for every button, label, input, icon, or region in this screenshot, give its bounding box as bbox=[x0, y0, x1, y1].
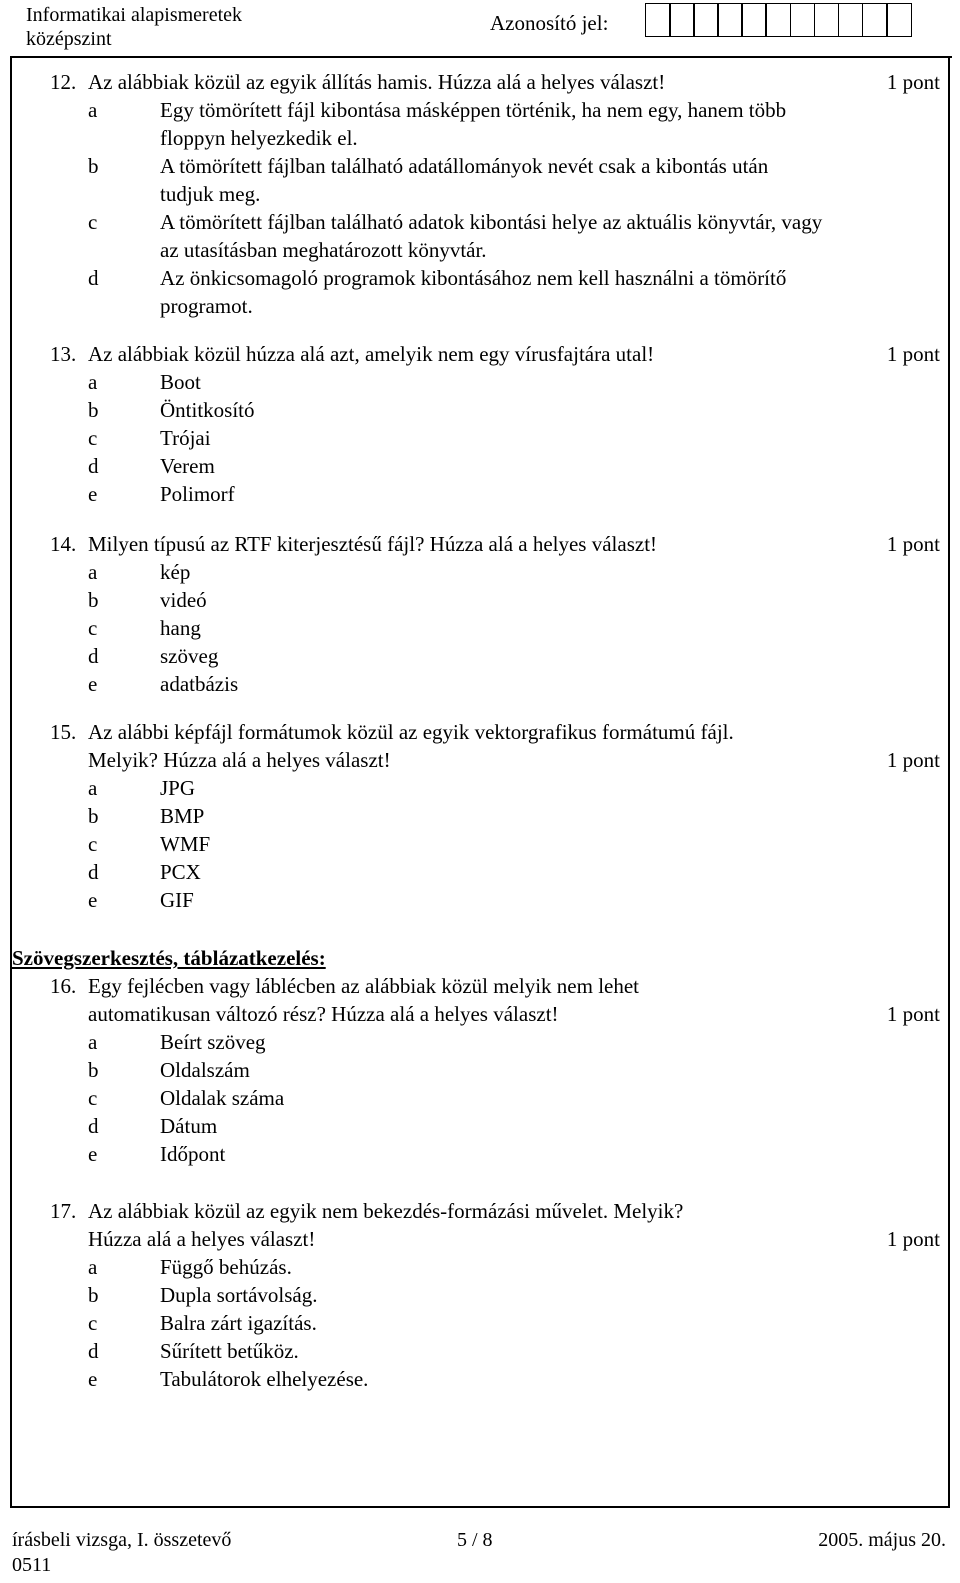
section-title: Szövegszerkesztés, táblázatkezelés: bbox=[12, 946, 326, 970]
id-box[interactable] bbox=[814, 3, 840, 37]
option-text: az utasításban meghatározott könyvtár. bbox=[160, 238, 487, 262]
points: 1 pont bbox=[886, 532, 940, 556]
option-letter: d bbox=[88, 266, 99, 290]
option-letter: a bbox=[88, 370, 98, 394]
id-label: Azonosító jel: bbox=[490, 11, 609, 35]
option-text: Függő behúzás. bbox=[160, 1255, 292, 1279]
option-text: tudjuk meg. bbox=[160, 182, 261, 206]
id-box[interactable] bbox=[741, 3, 767, 37]
footer-code: 0511 bbox=[12, 1554, 52, 1576]
option-text: A tömörített fájlban található adatok kibontási helye az aktuális könyvtár, vagy bbox=[160, 210, 823, 234]
option-text: hang bbox=[160, 616, 201, 640]
option-letter: c bbox=[88, 210, 98, 234]
option-text: Trójai bbox=[160, 426, 211, 450]
option-letter: a bbox=[88, 776, 98, 800]
option-letter: a bbox=[88, 1255, 98, 1279]
id-box[interactable] bbox=[717, 3, 743, 37]
option-text: Egy tömörített fájl kibontása másképpen történik, ha nem egy, hanem több bbox=[160, 98, 787, 122]
question-text: Melyik? Húzza alá a helyes választ! bbox=[88, 748, 391, 772]
option-text: Oldalak száma bbox=[160, 1086, 285, 1110]
id-box[interactable] bbox=[838, 3, 864, 37]
option-letter: a bbox=[88, 560, 98, 584]
option-text: Boot bbox=[160, 370, 201, 394]
option-letter: c bbox=[88, 1311, 98, 1335]
question-number: 17. bbox=[50, 1199, 77, 1223]
option-letter: c bbox=[88, 616, 98, 640]
question-number: 14. bbox=[50, 532, 77, 556]
option-letter: d bbox=[88, 1114, 99, 1138]
id-box[interactable] bbox=[693, 3, 719, 37]
option-text: programot. bbox=[160, 294, 253, 318]
option-letter: d bbox=[88, 644, 99, 668]
id-box[interactable] bbox=[669, 3, 695, 37]
option-text: videó bbox=[160, 588, 207, 612]
option-text: JPG bbox=[160, 776, 196, 800]
id-box[interactable] bbox=[790, 3, 816, 37]
id-box[interactable] bbox=[645, 3, 671, 37]
id-boxes bbox=[645, 3, 910, 37]
option-letter: e bbox=[88, 672, 98, 696]
points: 1 pont bbox=[886, 70, 940, 94]
option-letter: b bbox=[88, 588, 99, 612]
question-number: 15. bbox=[50, 720, 77, 744]
option-text: Verem bbox=[160, 454, 215, 478]
option-letter: b bbox=[88, 1283, 99, 1307]
question-text: Az alábbiak közül az egyik állítás hamis. Húzza alá a helyes választ! bbox=[88, 70, 666, 94]
option-letter: c bbox=[88, 832, 98, 856]
option-letter: c bbox=[88, 1086, 98, 1110]
question-text: Az alábbiak közül húzza alá azt, amelyik nem egy vírusfajtára utal! bbox=[88, 342, 655, 366]
option-text: WMF bbox=[160, 832, 211, 856]
option-text: Sűrített betűköz. bbox=[160, 1339, 299, 1363]
id-box[interactable] bbox=[765, 3, 791, 37]
header-level: középszint bbox=[26, 28, 112, 50]
option-text: PCX bbox=[160, 860, 201, 884]
points: 1 pont bbox=[886, 748, 940, 772]
option-text: kép bbox=[160, 560, 191, 584]
option-letter: a bbox=[88, 98, 98, 122]
option-text: Az önkicsomagoló programok kibontásához nem kell használni a tömörítő bbox=[160, 266, 787, 290]
option-letter: e bbox=[88, 482, 98, 506]
option-letter: e bbox=[88, 1367, 98, 1391]
question-text: Húzza alá a helyes választ! bbox=[88, 1227, 316, 1251]
option-text: Öntitkosító bbox=[160, 398, 255, 422]
option-letter: c bbox=[88, 426, 98, 450]
option-letter: d bbox=[88, 860, 99, 884]
footer-date: 2005. május 20. bbox=[818, 1529, 946, 1551]
option-letter: b bbox=[88, 804, 99, 828]
id-box[interactable] bbox=[862, 3, 888, 37]
question-text: Az alábbi képfájl formátumok közül az egyik vektorgrafikus formátumú fájl. bbox=[88, 720, 734, 744]
question-text: Egy fejlécben vagy láblécben az alábbiak közül melyik nem lehet bbox=[88, 974, 640, 998]
header-subject: Informatikai alapismeretek bbox=[26, 4, 243, 26]
option-letter: a bbox=[88, 1030, 98, 1054]
option-text: floppyn helyezkedik el. bbox=[160, 126, 358, 150]
option-letter: b bbox=[88, 398, 99, 422]
option-text: Dátum bbox=[160, 1114, 218, 1138]
option-text: Időpont bbox=[160, 1142, 226, 1166]
option-letter: b bbox=[88, 154, 99, 178]
footer-page: 5 / 8 bbox=[457, 1529, 493, 1551]
points: 1 pont bbox=[886, 342, 940, 366]
question-text: Milyen típusú az RTF kiterjesztésű fájl? Húzza alá a helyes választ! bbox=[88, 532, 658, 556]
question-text: automatikusan változó rész? Húzza alá a helyes választ! bbox=[88, 1002, 559, 1026]
points: 1 pont bbox=[886, 1002, 940, 1026]
option-text: Beírt szöveg bbox=[160, 1030, 266, 1054]
option-text: BMP bbox=[160, 804, 205, 828]
option-text: Oldalszám bbox=[160, 1058, 250, 1082]
option-letter: e bbox=[88, 1142, 98, 1166]
points: 1 pont bbox=[886, 1227, 940, 1251]
option-text: Dupla sortávolság. bbox=[160, 1283, 318, 1307]
option-text: Tabulátorok elhelyezése. bbox=[160, 1367, 369, 1391]
question-number: 16. bbox=[50, 974, 77, 998]
id-box[interactable] bbox=[886, 3, 912, 37]
option-letter: d bbox=[88, 454, 99, 478]
option-text: A tömörített fájlban található adatállományok nevét csak a kibontás után bbox=[160, 154, 769, 178]
question-text: Az alábbiak közül az egyik nem bekezdés-formázási művelet. Melyik? bbox=[88, 1199, 684, 1223]
option-text: GIF bbox=[160, 888, 194, 912]
option-text: Balra zárt igazítás. bbox=[160, 1311, 317, 1335]
question-number: 12. bbox=[50, 70, 77, 94]
option-letter: d bbox=[88, 1339, 99, 1363]
question-number: 13. bbox=[50, 342, 77, 366]
option-letter: e bbox=[88, 888, 98, 912]
footer-exam: írásbeli vizsga, I. összetevő bbox=[12, 1529, 232, 1551]
option-text: Polimorf bbox=[160, 482, 235, 506]
option-text: adatbázis bbox=[160, 672, 239, 696]
option-letter: b bbox=[88, 1058, 99, 1082]
option-text: szöveg bbox=[160, 644, 219, 668]
